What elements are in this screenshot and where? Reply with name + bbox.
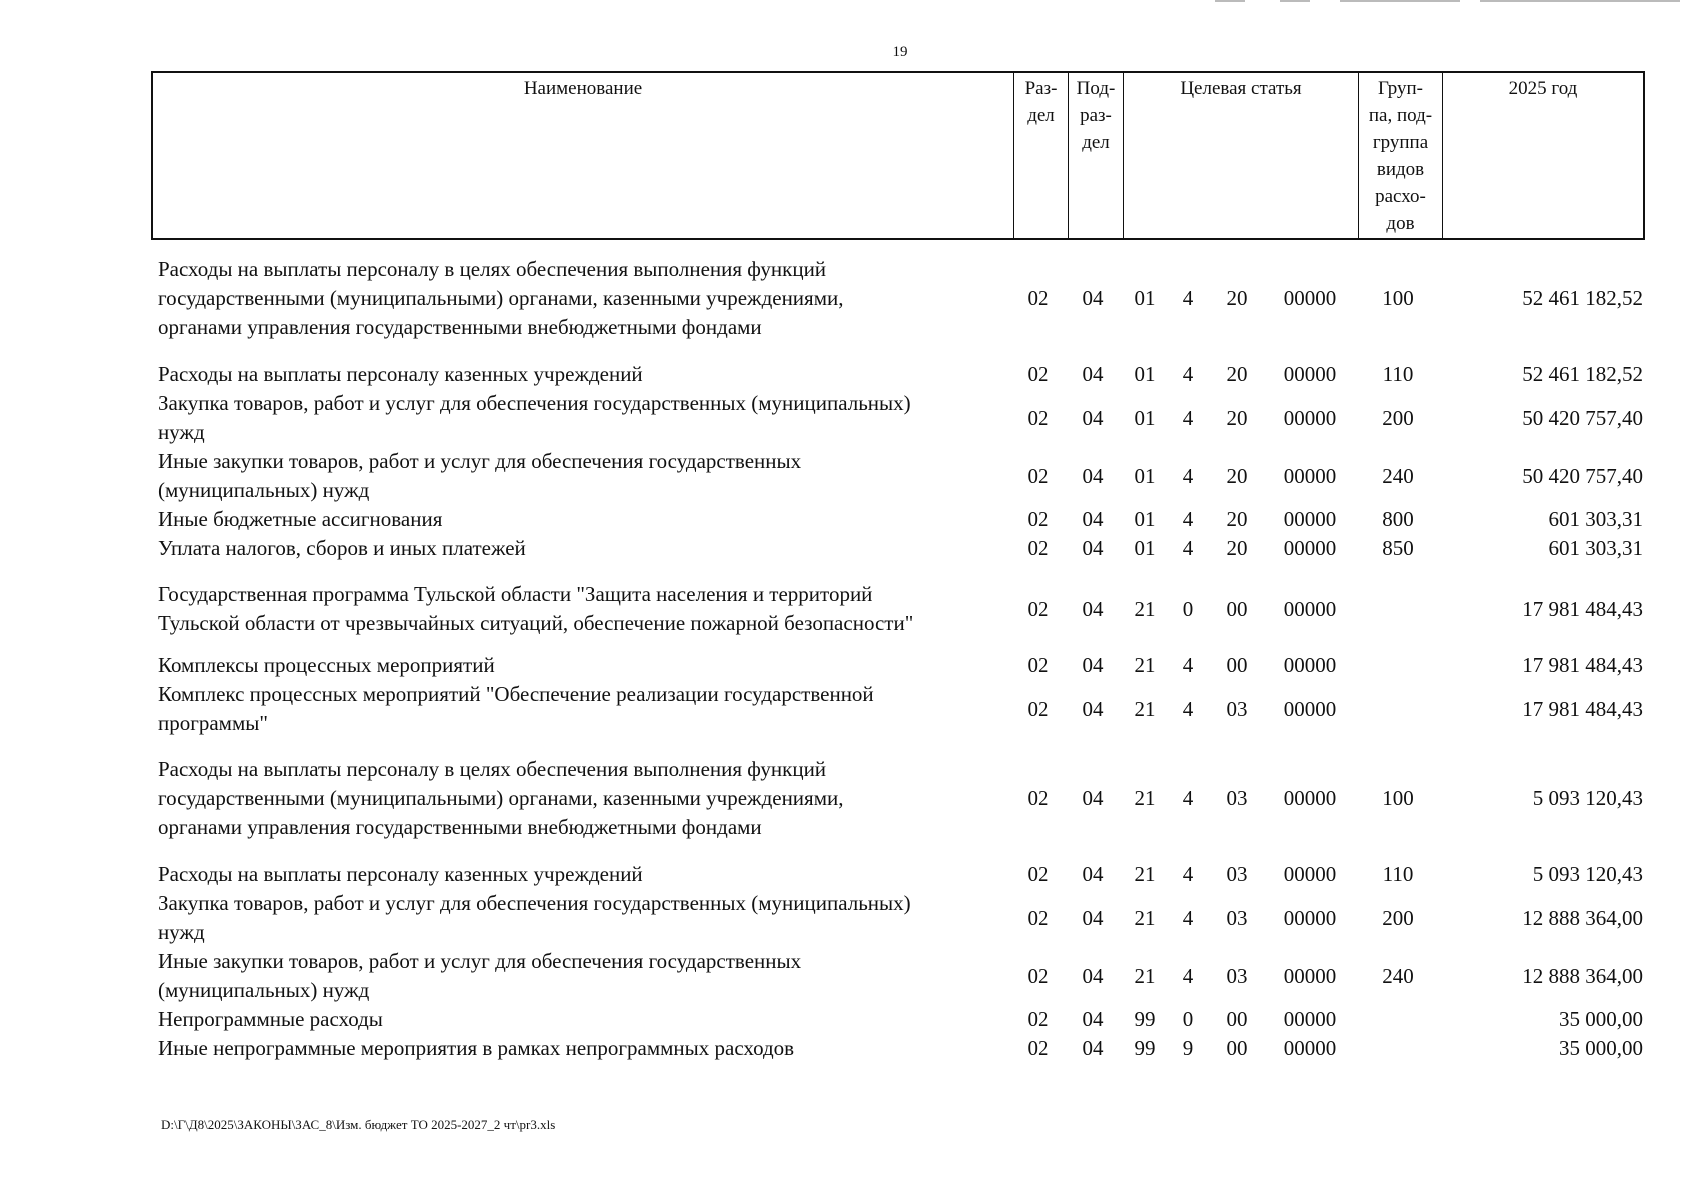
row-name <box>158 255 1013 342</box>
table-row <box>0 534 1696 563</box>
row-name-line: Государственная программа Тульской области "Защита населения и территорий <box>158 582 873 606</box>
cell-t1: 01 <box>1134 405 1156 430</box>
cell-t4: 00000 <box>1283 786 1337 810</box>
cell-amount: 50 420 757,40 <box>1522 405 1643 430</box>
page-number: 19 <box>892 44 908 60</box>
cell-t3: 03 <box>1226 905 1248 930</box>
cell-amount: 601 303,31 <box>1548 536 1643 560</box>
cell-t3: 03 <box>1226 696 1248 721</box>
row-name-line: программы" <box>158 711 268 735</box>
cell-r: 02 <box>1027 507 1049 531</box>
cell-p: 04 <box>1082 696 1104 721</box>
cell-r: 02 <box>1027 696 1049 721</box>
cell-t1: 21 <box>1134 786 1156 810</box>
cell-t2: 4 <box>1182 463 1194 488</box>
row-name-line: органами управления государственными внебюджетными фондами <box>158 315 762 339</box>
cell-amount: 50 420 757,40 <box>1522 463 1643 488</box>
table-row <box>0 1005 1696 1034</box>
table-row <box>0 947 1696 1005</box>
cell-t4: 00000 <box>1283 286 1337 310</box>
cell-t2: 4 <box>1182 905 1194 930</box>
row-name-line: Уплата налогов, сборов и иных платежей <box>158 536 526 560</box>
cell-t3: 03 <box>1226 786 1248 810</box>
row-name <box>158 860 1013 889</box>
row-name <box>158 580 1013 638</box>
cell-t3: 20 <box>1226 286 1248 310</box>
cell-g: 240 <box>1382 463 1414 488</box>
cell-amount: 5 093 120,43 <box>1532 786 1643 810</box>
cell-t2: 4 <box>1182 405 1194 430</box>
cell-g: 240 <box>1382 963 1414 988</box>
table-row <box>0 860 1696 889</box>
row-name <box>158 755 1013 842</box>
cell-r: 02 <box>1027 405 1049 430</box>
cell-r: 02 <box>1027 463 1049 488</box>
cell-t2: 4 <box>1182 286 1194 310</box>
cell-t4: 00000 <box>1283 596 1337 621</box>
scan-mark <box>1280 0 1310 2</box>
cell-t2: 9 <box>1182 1036 1194 1060</box>
cell-p: 04 <box>1082 1036 1104 1060</box>
cell-t1: 21 <box>1134 596 1156 621</box>
cell-t3: 20 <box>1226 463 1248 488</box>
row-name-line: (муниципальных) нужд <box>158 478 370 502</box>
cell-t3: 00 <box>1226 653 1248 677</box>
cell-t1: 99 <box>1134 1007 1156 1031</box>
cell-t4: 00000 <box>1283 362 1337 386</box>
table-row <box>0 889 1696 947</box>
row-name <box>158 447 1013 505</box>
cell-amount: 5 093 120,43 <box>1532 862 1643 886</box>
cell-t3: 20 <box>1226 362 1248 386</box>
cell-p: 04 <box>1082 786 1104 810</box>
cell-g: 110 <box>1382 862 1414 886</box>
table-row <box>0 389 1696 447</box>
cell-t3: 00 <box>1226 596 1248 621</box>
cell-p: 04 <box>1082 286 1104 310</box>
table-row <box>0 755 1696 842</box>
row-name-line: органами управления государственными внебюджетными фондами <box>158 815 762 839</box>
header-razdel: Раз- дел <box>1014 73 1069 238</box>
row-name-line: (муниципальных) нужд <box>158 978 370 1002</box>
row-name-line: нужд <box>158 920 205 944</box>
cell-t1: 01 <box>1134 286 1156 310</box>
cell-r: 02 <box>1027 286 1049 310</box>
cell-t4: 00000 <box>1283 905 1337 930</box>
scan-mark <box>1340 0 1460 2</box>
row-name-line: нужд <box>158 420 205 444</box>
cell-p: 04 <box>1082 536 1104 560</box>
row-name-line: Расходы на выплаты персоналу казенных учреждений <box>158 362 643 386</box>
cell-g: 110 <box>1382 362 1414 386</box>
cell-r: 02 <box>1027 786 1049 810</box>
cell-t1: 01 <box>1134 463 1156 488</box>
cell-t1: 01 <box>1134 536 1156 560</box>
file-path: D:\Г\Д8\2025\ЗАКОНЫ\ЗАС_8\Изм. бюджет ТО 2025-2027_2 чт\pr3.xls <box>161 1117 556 1132</box>
row-name-line: государственными (муниципальными) органами, казенными учреждениями, <box>158 286 844 310</box>
row-name <box>158 947 1013 1005</box>
cell-p: 04 <box>1082 463 1104 488</box>
cell-t4: 00000 <box>1283 507 1337 531</box>
header-podrazdel: Под- раз- дел <box>1069 73 1124 238</box>
cell-amount: 12 888 364,00 <box>1522 905 1643 930</box>
cell-t1: 21 <box>1134 696 1156 721</box>
cell-r: 02 <box>1027 1007 1049 1031</box>
table-row <box>0 651 1696 680</box>
cell-g: 850 <box>1382 536 1414 560</box>
row-name-line: Закупка товаров, работ и услуг для обеспечения государственных (муниципальных) <box>158 391 911 415</box>
cell-t4: 00000 <box>1283 653 1337 677</box>
header-group: Груп- па, под- группа видов расхо- дов <box>1359 73 1443 238</box>
row-name-line: Закупка товаров, работ и услуг для обеспечения государственных (муниципальных) <box>158 891 911 915</box>
row-name <box>158 889 1013 947</box>
cell-t1: 21 <box>1134 963 1156 988</box>
cell-amount: 17 981 484,43 <box>1522 696 1643 721</box>
cell-amount: 35 000,00 <box>1559 1036 1643 1060</box>
row-name <box>158 505 1013 534</box>
table-header <box>151 71 1645 240</box>
cell-t3: 20 <box>1226 405 1248 430</box>
row-name <box>158 1034 1013 1063</box>
table-row <box>0 1034 1696 1063</box>
cell-t4: 00000 <box>1283 405 1337 430</box>
cell-t4: 00000 <box>1283 862 1337 886</box>
cell-t4: 00000 <box>1283 696 1337 721</box>
table-row <box>0 580 1696 638</box>
scan-mark <box>1480 0 1680 2</box>
row-name-line: Иные закупки товаров, работ и услуг для обеспечения государственных <box>158 449 802 473</box>
cell-t1: 99 <box>1134 1036 1156 1060</box>
cell-t1: 21 <box>1134 905 1156 930</box>
cell-t1: 01 <box>1134 362 1156 386</box>
cell-r: 02 <box>1027 963 1049 988</box>
cell-p: 04 <box>1082 1007 1104 1031</box>
table-row <box>0 505 1696 534</box>
row-name-line: Расходы на выплаты персоналу казенных учреждений <box>158 862 643 886</box>
cell-amount: 52 461 182,52 <box>1522 286 1643 310</box>
row-name <box>158 534 1013 563</box>
cell-amount: 35 000,00 <box>1559 1007 1643 1031</box>
row-name-line: Расходы на выплаты персоналу в целях обеспечения выполнения функций <box>158 257 827 281</box>
cell-t4: 00000 <box>1283 1036 1337 1060</box>
cell-amount: 601 303,31 <box>1548 507 1643 531</box>
cell-g: 200 <box>1382 405 1414 430</box>
cell-t2: 0 <box>1182 1007 1194 1031</box>
table-row <box>0 680 1696 738</box>
cell-amount: 17 981 484,43 <box>1522 653 1643 677</box>
row-name <box>158 360 1013 389</box>
cell-g: 200 <box>1382 905 1414 930</box>
row-name <box>158 389 1013 447</box>
cell-t3: 20 <box>1226 507 1248 531</box>
row-name-line: Расходы на выплаты персоналу в целях обеспечения выполнения функций <box>158 757 827 781</box>
cell-p: 04 <box>1082 905 1104 930</box>
cell-t3: 03 <box>1226 862 1248 886</box>
cell-t2: 4 <box>1182 536 1194 560</box>
table-row <box>0 255 1696 342</box>
cell-p: 04 <box>1082 596 1104 621</box>
row-name-line: государственными (муниципальными) органами, казенными учреждениями, <box>158 786 844 810</box>
cell-t4: 00000 <box>1283 463 1337 488</box>
header-year: 2025 год <box>1508 78 1578 99</box>
row-name <box>158 1005 1013 1034</box>
cell-t3: 03 <box>1226 963 1248 988</box>
cell-t2: 4 <box>1182 507 1194 531</box>
row-name-line: Иные закупки товаров, работ и услуг для обеспечения государственных <box>158 949 802 973</box>
cell-t4: 00000 <box>1283 536 1337 560</box>
cell-p: 04 <box>1082 862 1104 886</box>
row-name <box>158 680 1013 738</box>
scan-mark <box>1215 0 1245 2</box>
cell-t3: 20 <box>1226 536 1248 560</box>
cell-p: 04 <box>1082 362 1104 386</box>
cell-amount: 12 888 364,00 <box>1522 963 1643 988</box>
row-name-line: Иные непрограммные мероприятия в рамках непрограммных расходов <box>158 1036 795 1060</box>
cell-r: 02 <box>1027 1036 1049 1060</box>
row-name-line: Иные бюджетные ассигнования <box>158 507 443 531</box>
cell-t2: 4 <box>1182 362 1194 386</box>
table-row <box>0 447 1696 505</box>
cell-t1: 21 <box>1134 862 1156 886</box>
cell-t3: 00 <box>1226 1007 1248 1031</box>
cell-g: 100 <box>1382 286 1414 310</box>
row-name-line: Комплексы процессных мероприятий <box>158 653 495 677</box>
cell-r: 02 <box>1027 596 1049 621</box>
cell-t2: 4 <box>1182 963 1194 988</box>
cell-t1: 01 <box>1134 507 1156 531</box>
cell-t1: 21 <box>1134 653 1156 677</box>
cell-g: 100 <box>1382 786 1414 810</box>
cell-t2: 4 <box>1182 696 1194 721</box>
cell-t2: 4 <box>1182 786 1194 810</box>
cell-t2: 4 <box>1182 653 1194 677</box>
cell-t4: 00000 <box>1283 963 1337 988</box>
row-name <box>158 651 1013 680</box>
cell-p: 04 <box>1082 507 1104 531</box>
cell-t3: 00 <box>1226 1036 1248 1060</box>
cell-amount: 17 981 484,43 <box>1522 596 1643 621</box>
cell-r: 02 <box>1027 653 1049 677</box>
cell-p: 04 <box>1082 653 1104 677</box>
cell-p: 04 <box>1082 405 1104 430</box>
cell-r: 02 <box>1027 362 1049 386</box>
cell-g: 800 <box>1382 507 1414 531</box>
row-name-line: Непрограммные расходы <box>158 1007 383 1031</box>
header-name: Наименование <box>153 73 1014 238</box>
cell-t2: 0 <box>1182 596 1194 621</box>
header-target: Целевая статья <box>1124 73 1359 238</box>
cell-amount: 52 461 182,52 <box>1522 362 1643 386</box>
cell-r: 02 <box>1027 905 1049 930</box>
cell-r: 02 <box>1027 536 1049 560</box>
cell-p: 04 <box>1082 963 1104 988</box>
cell-t2: 4 <box>1182 862 1194 886</box>
cell-r: 02 <box>1027 862 1049 886</box>
row-name-line: Тульской области от чрезвычайных ситуаций, обеспечение пожарной безопасности" <box>158 611 914 635</box>
table-row <box>0 360 1696 389</box>
cell-t4: 00000 <box>1283 1007 1337 1031</box>
row-name-line: Комплекс процессных мероприятий "Обеспечение реализации государственной <box>158 682 874 706</box>
